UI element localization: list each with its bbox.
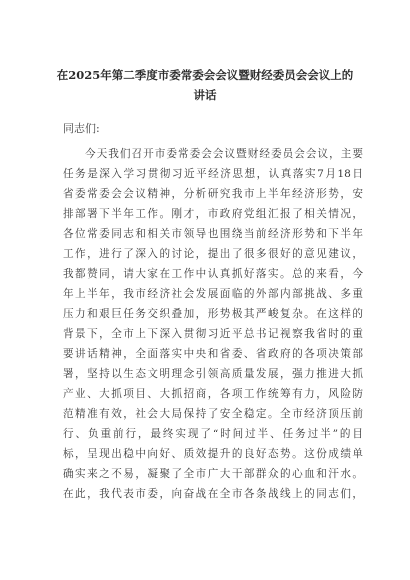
body-line: 省委常委会会议精神，分析研究我市上半年经济形势，安 — [63, 188, 363, 200]
body-line: 任务是深入学习贯彻习近平经济思想，认真落实7月18日 — [63, 168, 363, 180]
document-title-line-2: 讲话 — [193, 88, 217, 102]
body-line: 排部署下半年工作。刚才，市政府党组汇报了相关情况， — [63, 208, 363, 220]
body-line: 在此，我代表市委，向奋战在全市各条战线上的同志们， — [63, 488, 363, 500]
body-line: 各位常委同志和相关市领导也围绕当前经济形势和下半年 — [63, 228, 363, 240]
body-line: 标，呈现出稳中向好、质效提升的良好态势。这份成绩单 — [63, 448, 363, 460]
body-line: 压力和艰巨任务交织叠加，形势极其严峻复杂。在这样的 — [63, 308, 363, 320]
body-line: 我都赞同，请大家在工作中认真抓好落实。总的来看，今 — [63, 268, 363, 280]
body-line: 署，坚持以生态文明理念引领高质量发展，强力推进大抓 — [63, 368, 363, 380]
body-line: 产业、大抓项目、大抓招商，各项工作统筹有力，风险防 — [63, 388, 363, 400]
salutation: 同志们: — [63, 122, 100, 135]
body-line: 工作，进行了深入的讨论，提出了很多很好的意见建议， — [63, 248, 363, 260]
document-title-line-1: 在2025年第二季度市委常委会会议暨财经委员会会议上的 — [56, 68, 354, 82]
body-line: 范精准有效，社会大局保持了安全稳定。全市经济顶压前 — [63, 408, 363, 420]
body-line: 背景下，全市上下深入贯彻习近平总书记视察我省时的重 — [63, 328, 363, 340]
body-line: 要讲话精神，全面落实中央和省委、省政府的各项决策部 — [63, 348, 363, 360]
body-line: 今天我们召开市委常委会会议暨财经委员会会议，主要 — [85, 148, 363, 160]
body-line: 确实来之不易，凝聚了全市广大干部群众的心血和汗水。 — [63, 468, 363, 480]
body-line: 行、负重前行，最终实现了“时间过半、任务过半”的目 — [63, 428, 363, 440]
body-line: 年上半年，我市经济社会发展面临的外部内部挑战、多重 — [63, 288, 363, 300]
